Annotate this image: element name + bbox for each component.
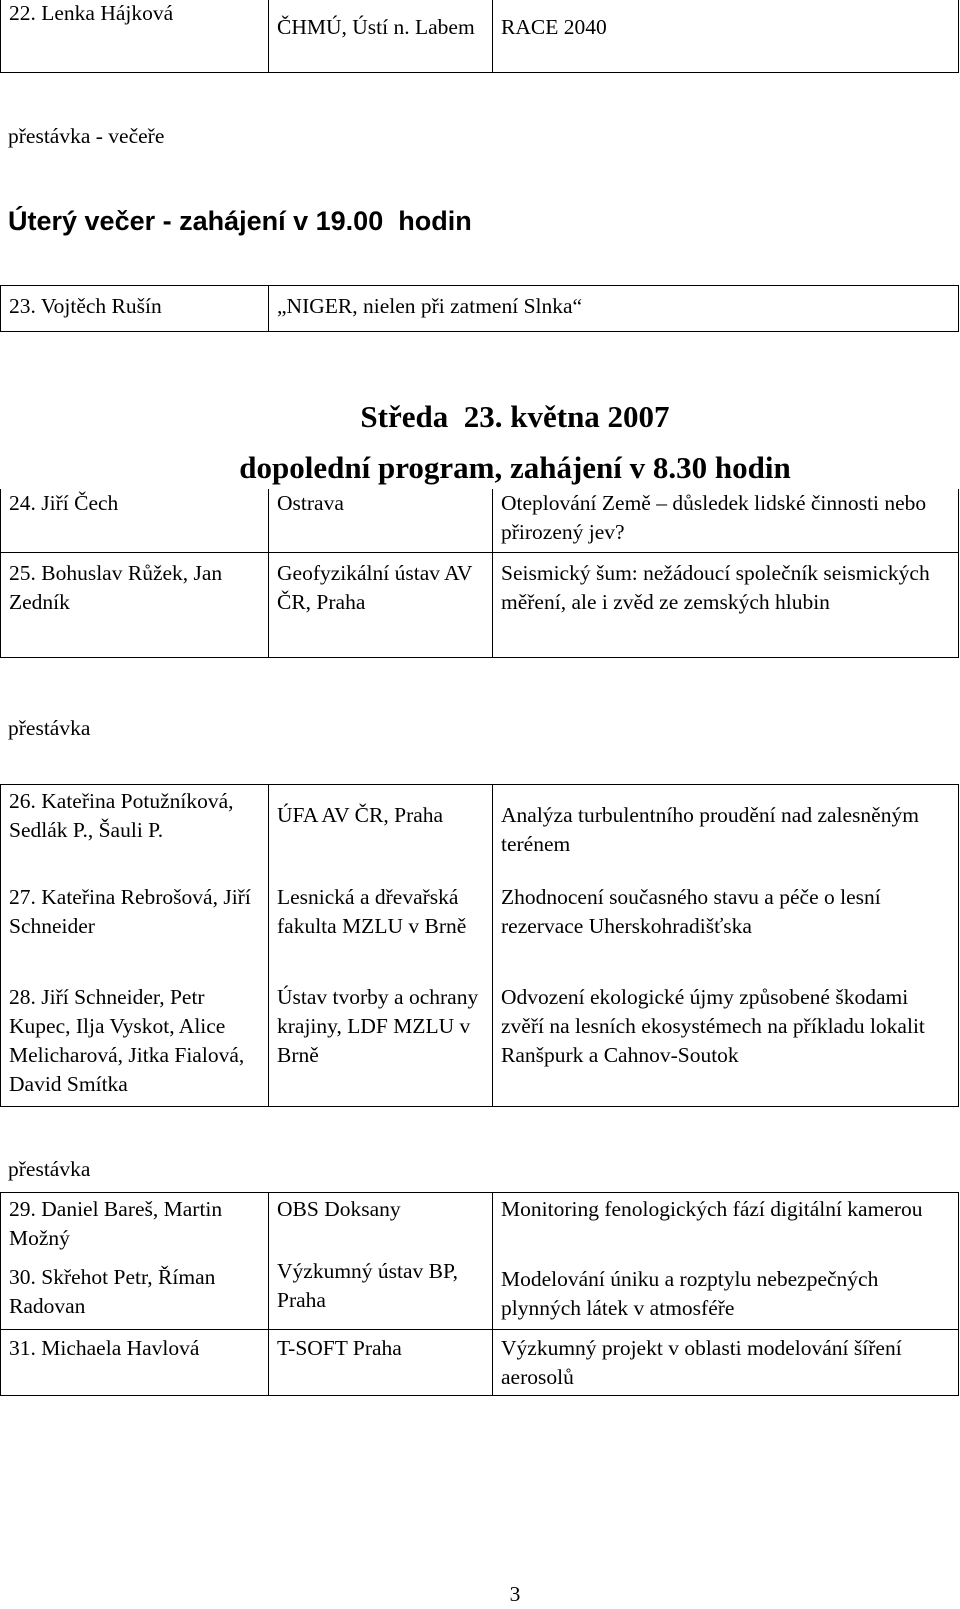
presenter-cell [1,785,269,875]
organization: Ostrava [277,491,344,515]
presenter-cell [1,489,269,552]
table-end [0,1192,959,1396]
presenter: 28. Jiří Schneider, Petr Kupec, Ilja Vyskot, Alice Melicharová, Jitka Fialová, David Smítka [9,984,245,1096]
break-dinner: přestávka - večeře [8,124,165,148]
page-number: 3 [509,1582,521,1606]
talk-title: RACE 2040 [501,15,607,39]
break-2: přestávka [8,1157,91,1181]
organization: Geofyzikální ústav AV ČR, Praha [277,560,473,614]
talk-title: Oteplování Země – důsledek lidské činnosti nebo přirozený jev? [501,491,927,544]
talk-title-cell [493,785,959,875]
table-mid [0,784,959,1107]
talk-title-cell [493,552,959,657]
talk-title: „NIGER, nielen při zatmení Slnka“ [277,294,583,318]
wednesday-heading-line2: dopolední program, zahájení v 8.30 hodin [239,450,791,485]
presenter: 31. Michaela Havlová [9,1336,200,1360]
table-row23 [0,285,959,332]
talk-title-cell [493,975,959,1107]
talk-title-cell [269,286,959,332]
organization-cell [269,875,493,975]
break-1: přestávka [8,716,91,740]
organization: ČHMÚ, Ústí n. Labem [277,15,475,39]
organization-cell [269,975,493,1107]
presenter-cell [1,286,269,332]
organization-cell [269,489,493,552]
talk-title: Výzkumný projekt v oblasti modelování šíření aerosolů [501,1336,902,1389]
presenter: 26. Kateřina Potužníková, Sedlák P., Šauli P. [9,789,234,842]
presenter: 24. Jiří Čech [9,491,119,515]
talk-title-cell [493,1257,959,1330]
organization-cell [269,1330,493,1396]
presenter: 27. Kateřina Rebrošová, Jiří Schneider [9,884,251,938]
presenter-cell [1,1193,269,1257]
talk-title-cell [493,1193,959,1257]
presenter-cell [1,552,269,657]
organization: OBS Doksany [277,1197,401,1221]
talk-title: Odvození ekologické újmy způsobené škodami zvěří na lesních ekosystémech na příkladu lokalit Ranšpurk a Cahnov-Soutok [501,984,925,1067]
talk-title: Zhodnocení současného stavu a péče o lesní rezervace Uherskohradišťska [501,884,881,938]
talk-title-cell [493,0,959,73]
presenter: 29. Daniel Bareš, Martin Možný [9,1197,223,1250]
organization: ÚFA AV ČR, Praha [277,803,444,827]
presenter: 22. Lenka Hájková [9,1,174,25]
talk-title: Monitoring fenologických fází digitální kamerou [501,1197,923,1221]
organization-cell [269,552,493,657]
presenter: 25. Bohuslav Růžek, Jan Zedník [9,560,223,614]
talk-title-cell [493,875,959,975]
presenter-cell [1,875,269,975]
organization-cell [269,1193,493,1257]
presenter-cell [1,0,269,73]
table-row22 [0,0,959,73]
presenter-cell [1,975,269,1107]
talk-title: Modelování úniku a rozptylu nebezpečných plynných látek v atmosféře [501,1266,879,1320]
presenter: 30. Skřehot Petr, Říman Radovan [9,1264,216,1318]
presenter-cell [1,1330,269,1396]
table-morning [0,489,959,658]
talk-title-cell [493,1330,959,1396]
organization-cell [269,1257,493,1330]
organization: Lesnická a dřevařská fakulta MZLU v Brně [277,884,467,938]
organization: T-SOFT Praha [277,1336,402,1360]
wednesday-heading-line1: Středa 23. května 2007 [360,399,670,434]
tuesday-heading: Úterý večer - zahájení v 19.00 hodin [8,206,472,236]
talk-title: Analýza turbulentního proudění nad zalesněným terénem [501,803,919,856]
organization-cell [269,785,493,875]
organization: Ústav tvorby a ochrany krajiny, LDF MZLU v Brně [277,984,479,1067]
organization: Výzkumný ústav BP, Praha [277,1258,458,1312]
talk-title: Seismický šum: nežádoucí společník seismických měření, ale i zvěd ze zemských hlubin [501,560,930,614]
presenter-cell [1,1257,269,1330]
organization-cell [269,0,493,73]
talk-title-cell [493,489,959,552]
presenter: 23. Vojtěch Rušín [9,294,162,318]
